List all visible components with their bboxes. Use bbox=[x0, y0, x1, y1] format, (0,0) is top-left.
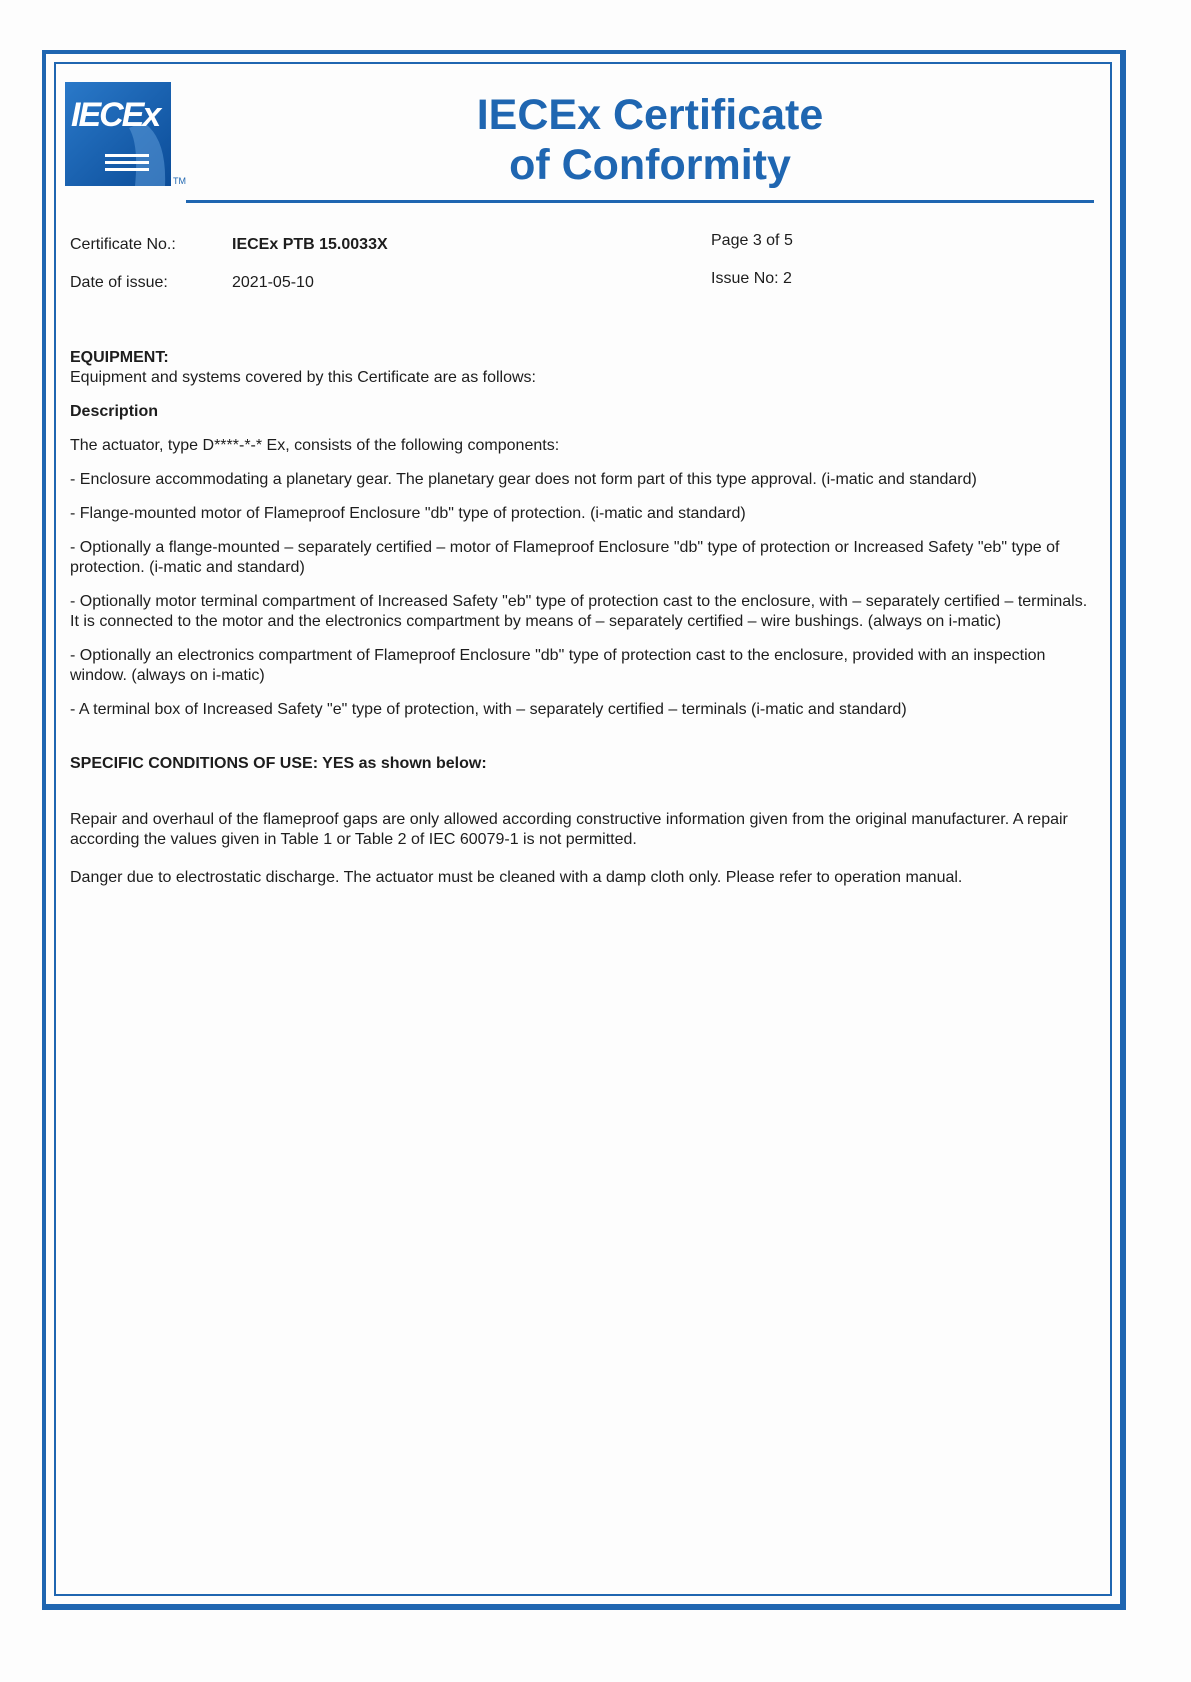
certificate-body bbox=[70, 348, 1092, 888]
title-line-1: IECEx Certificate bbox=[476, 91, 824, 139]
equipment-heading: EQUIPMENT: bbox=[70, 349, 169, 366]
component-item: - Flange-mounted motor of Flameproof Enclosure "db" type of protection. (i-matic and standard) bbox=[70, 505, 746, 522]
certificate-number-value: IECEx PTB 15.0033X bbox=[232, 236, 388, 253]
component-item: - A terminal box of Increased Safety "e" type of protection, with – separately certified – terminals (i-matic and standard) bbox=[70, 701, 907, 718]
issue-number: Issue No: 2 bbox=[711, 270, 792, 287]
page-number: Page 3 of 5 bbox=[711, 232, 793, 249]
component-item: - Optionally a flange-mounted – separately certified – motor of Flameproof Enclosure "db" type of protection or Increased Safety "eb" type of protection. (i-matic and standard) bbox=[70, 539, 1060, 576]
logo-trademark: TM bbox=[173, 176, 186, 186]
iecex-logo bbox=[65, 82, 187, 198]
title-line-2: of Conformity bbox=[509, 141, 791, 189]
component-item: - Optionally motor terminal compartment of Increased Safety "eb" type of protection cast to the enclosure, with – separately certified – terminals. bbox=[70, 593, 1088, 610]
date-of-issue-value: 2021-05-10 bbox=[232, 274, 314, 291]
component-item: - Enclosure accommodating a planetary gear. The planetary gear does not form part of this type approval. (i-matic and standard) bbox=[70, 471, 977, 488]
component-item: It is connected to the motor and the electronics compartment by means of – separately certified – wire bushings. (always on i-matic) bbox=[70, 613, 1002, 630]
header-rule bbox=[186, 200, 1094, 203]
date-of-issue-label: Date of issue: bbox=[70, 274, 168, 291]
logo-wordmark: IECEx bbox=[71, 96, 160, 134]
description-intro: The actuator, type D****-*-* Ex, consists of the following components: bbox=[70, 437, 560, 454]
equipment-intro: Equipment and systems covered by this Certificate are as follows: bbox=[70, 369, 536, 386]
certificate-number-label: Certificate No.: bbox=[70, 236, 176, 253]
description-heading: Description bbox=[70, 403, 159, 420]
condition-paragraph: Danger due to electrostatic discharge. The actuator must be cleaned with a damp cloth only. Please refer to operation manual. bbox=[70, 869, 963, 886]
component-item: - Optionally an electronics compartment of Flameproof Enclosure "db" type of protection cast to the enclosure, provided with an inspection window. (always on i-matic) bbox=[70, 647, 1046, 684]
condition-paragraph: Repair and overhaul of the flameproof gaps are only allowed according constructive information given from the original manufacturer. A repair according the values given in Table 1 or Table 2 of IEC 60079-1 is not permitted. bbox=[70, 811, 1068, 848]
conditions-heading: SPECIFIC CONDITIONS OF USE: YES as shown below: bbox=[70, 755, 487, 772]
document-title bbox=[420, 90, 880, 190]
